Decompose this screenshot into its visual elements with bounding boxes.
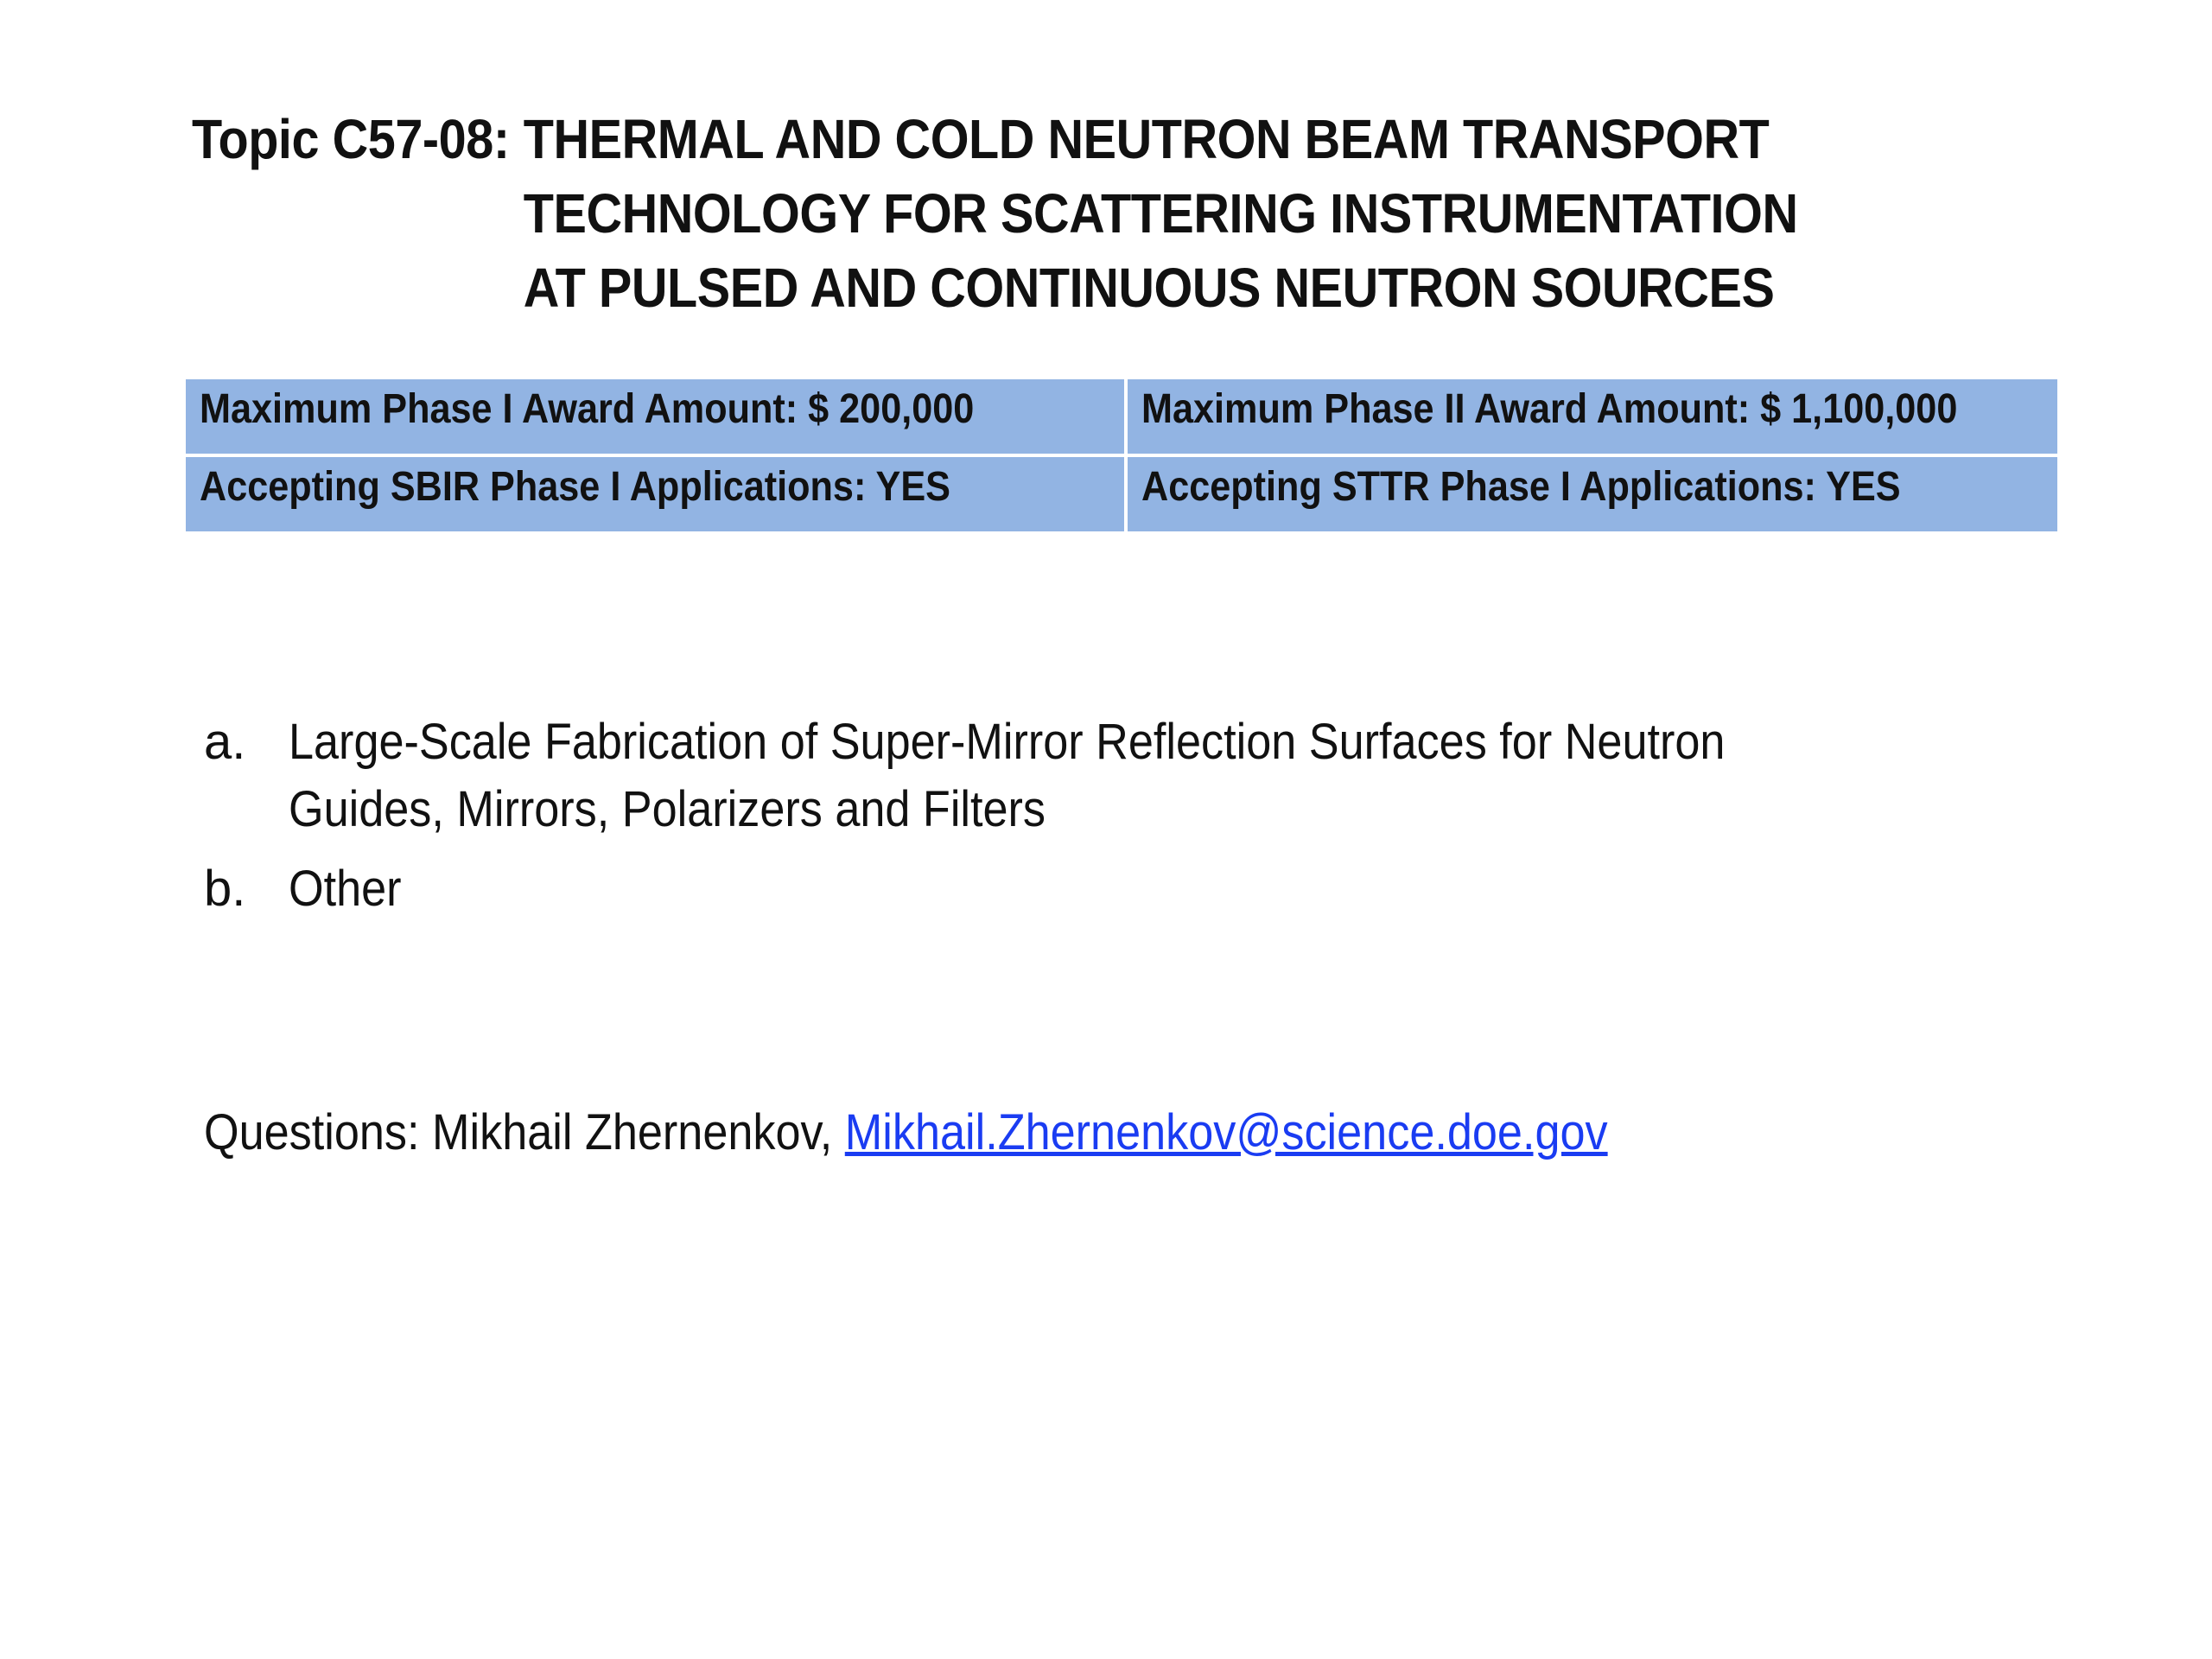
- table-row: [184, 455, 2059, 533]
- list-marker: a.: [204, 714, 246, 770]
- subtopic-text: Large-Scale Fabrication of Super-Mirror Reflection Surfaces for Neutron Guides, Mirrors, Polarizers and Filters: [289, 714, 1726, 837]
- topic-number: Topic C57-08:: [192, 108, 510, 170]
- sbir-accepting-text: Accepting SBIR Phase I Applications: YES: [200, 464, 951, 510]
- topic-title-line: AT PULSED AND CONTINUOUS NEUTRON SOURCES: [523, 257, 1775, 319]
- questions-line: [204, 1099, 1608, 1166]
- award-info-table: [182, 376, 2061, 535]
- phase-two-award-cell: [1126, 378, 2059, 455]
- subtopic-text: Other: [289, 861, 402, 917]
- list-item: [204, 855, 2062, 923]
- list-item: [204, 709, 2062, 843]
- topic-title: [192, 102, 1798, 325]
- topic-title-line: THERMAL AND COLD NEUTRON BEAM TRANSPORT: [523, 108, 1770, 170]
- topic-title-lines: [524, 102, 1798, 325]
- list-marker: b.: [204, 861, 246, 917]
- sbir-accepting-cell: [184, 455, 1126, 533]
- sttr-accepting-text: Accepting STTR Phase I Applications: YES: [1141, 464, 1901, 510]
- phase-one-award-cell: [184, 378, 1126, 455]
- phase-two-award-text: Maximum Phase II Award Amount: $ 1,100,000: [1141, 386, 1958, 432]
- subtopic-list: [204, 709, 2062, 935]
- questions-label: Questions: Mikhail Zhernenkov,: [204, 1104, 845, 1160]
- sttr-accepting-cell: [1126, 455, 2059, 533]
- table-row: [184, 378, 2059, 455]
- contact-email-link[interactable]: Mikhail.Zhernenkov@science.doe.gov: [844, 1104, 1608, 1160]
- topic-title-line: TECHNOLOGY FOR SCATTERING INSTRUMENTATION: [523, 182, 1798, 245]
- phase-one-award-text: Maximum Phase I Award Amount: $ 200,000: [200, 386, 975, 432]
